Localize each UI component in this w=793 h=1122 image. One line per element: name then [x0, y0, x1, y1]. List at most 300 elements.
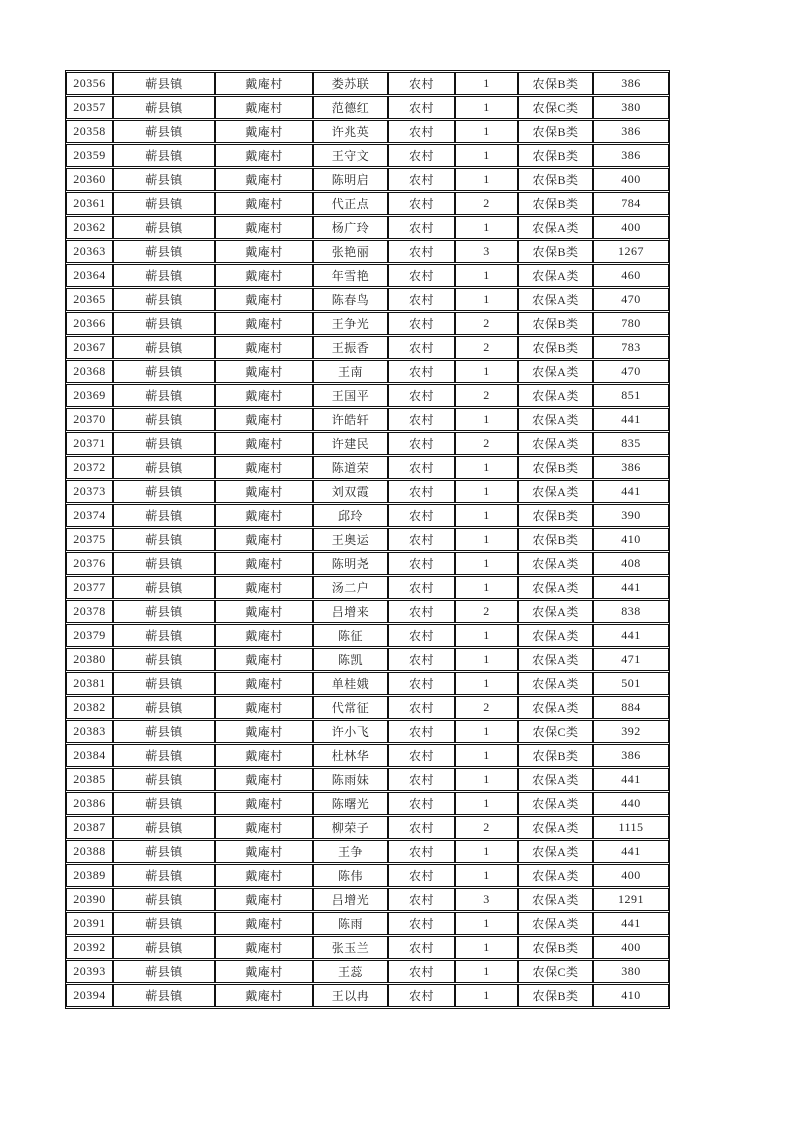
- cell-residence-type: 农村: [388, 960, 455, 983]
- cell-residence-type: 农村: [388, 648, 455, 671]
- cell-town: 蕲县镇: [113, 408, 215, 431]
- cell-name: 王南: [313, 360, 388, 383]
- cell-residence-type: 农村: [388, 216, 455, 239]
- cell-village: 戴庵村: [215, 984, 313, 1007]
- cell-person-count: 1: [455, 984, 518, 1007]
- cell-village: 戴庵村: [215, 288, 313, 311]
- cell-name: 陈凯: [313, 648, 388, 671]
- cell-village: 戴庵村: [215, 336, 313, 359]
- cell-name: 张艳丽: [313, 240, 388, 263]
- cell-residence-type: 农村: [388, 912, 455, 935]
- cell-amount: 386: [593, 456, 669, 479]
- cell-name: 张玉兰: [313, 936, 388, 959]
- cell-person-count: 1: [455, 144, 518, 167]
- table-row: [66, 648, 669, 671]
- cell-residence-type: 农村: [388, 576, 455, 599]
- cell-amount: 784: [593, 192, 669, 215]
- cell-amount: 408: [593, 552, 669, 575]
- cell-village: 戴庵村: [215, 696, 313, 719]
- roster-table: [66, 71, 669, 1008]
- cell-person-count: 1: [455, 768, 518, 791]
- cell-village: 戴庵村: [215, 480, 313, 503]
- cell-person-count: 1: [455, 864, 518, 887]
- cell-name: 单桂娥: [313, 672, 388, 695]
- cell-name: 陈雨妹: [313, 768, 388, 791]
- cell-town: 蕲县镇: [113, 888, 215, 911]
- cell-person-count: 2: [455, 816, 518, 839]
- cell-residence-type: 农村: [388, 72, 455, 95]
- cell-name: 王蕊: [313, 960, 388, 983]
- cell-serial-number: 20381: [66, 672, 113, 695]
- cell-amount: 400: [593, 168, 669, 191]
- cell-village: 戴庵村: [215, 264, 313, 287]
- cell-serial-number: 20380: [66, 648, 113, 671]
- cell-residence-type: 农村: [388, 816, 455, 839]
- cell-person-count: 1: [455, 480, 518, 503]
- table-row: [66, 504, 669, 527]
- table-row: [66, 336, 669, 359]
- cell-town: 蕲县镇: [113, 384, 215, 407]
- cell-insurance-category: 农保A类: [518, 768, 593, 791]
- cell-serial-number: 20385: [66, 768, 113, 791]
- cell-serial-number: 20357: [66, 96, 113, 119]
- cell-town: 蕲县镇: [113, 960, 215, 983]
- cell-insurance-category: 农保B类: [518, 120, 593, 143]
- cell-serial-number: 20370: [66, 408, 113, 431]
- cell-serial-number: 20378: [66, 600, 113, 623]
- cell-person-count: 1: [455, 288, 518, 311]
- cell-serial-number: 20371: [66, 432, 113, 455]
- cell-name: 王以冉: [313, 984, 388, 1007]
- cell-insurance-category: 农保B类: [518, 312, 593, 335]
- cell-town: 蕲县镇: [113, 648, 215, 671]
- cell-amount: 441: [593, 624, 669, 647]
- cell-serial-number: 20359: [66, 144, 113, 167]
- cell-name: 刘双霞: [313, 480, 388, 503]
- cell-person-count: 1: [455, 552, 518, 575]
- table-row: [66, 408, 669, 431]
- cell-insurance-category: 农保B类: [518, 744, 593, 767]
- cell-insurance-category: 农保A类: [518, 552, 593, 575]
- cell-village: 戴庵村: [215, 72, 313, 95]
- cell-person-count: 3: [455, 888, 518, 911]
- cell-name: 许皓轩: [313, 408, 388, 431]
- cell-town: 蕲县镇: [113, 336, 215, 359]
- cell-name: 杨广玲: [313, 216, 388, 239]
- cell-residence-type: 农村: [388, 552, 455, 575]
- cell-name: 杜林华: [313, 744, 388, 767]
- table-row: [66, 936, 669, 959]
- cell-town: 蕲县镇: [113, 432, 215, 455]
- cell-amount: 1115: [593, 816, 669, 839]
- cell-serial-number: 20373: [66, 480, 113, 503]
- cell-person-count: 1: [455, 360, 518, 383]
- cell-name: 许小飞: [313, 720, 388, 743]
- table-row: [66, 432, 669, 455]
- cell-town: 蕲县镇: [113, 744, 215, 767]
- cell-village: 戴庵村: [215, 96, 313, 119]
- cell-amount: 380: [593, 960, 669, 983]
- cell-serial-number: 20383: [66, 720, 113, 743]
- cell-amount: 400: [593, 936, 669, 959]
- cell-amount: 835: [593, 432, 669, 455]
- cell-name: 范德红: [313, 96, 388, 119]
- cell-insurance-category: 农保B类: [518, 504, 593, 527]
- cell-serial-number: 20390: [66, 888, 113, 911]
- cell-insurance-category: 农保B类: [518, 192, 593, 215]
- cell-amount: 470: [593, 288, 669, 311]
- cell-person-count: 2: [455, 192, 518, 215]
- cell-village: 戴庵村: [215, 192, 313, 215]
- cell-town: 蕲县镇: [113, 504, 215, 527]
- cell-insurance-category: 农保A类: [518, 624, 593, 647]
- cell-person-count: 1: [455, 792, 518, 815]
- table-row: [66, 576, 669, 599]
- cell-village: 戴庵村: [215, 144, 313, 167]
- cell-residence-type: 农村: [388, 936, 455, 959]
- cell-name: 柳荣子: [313, 816, 388, 839]
- cell-insurance-category: 农保A类: [518, 888, 593, 911]
- cell-insurance-category: 农保A类: [518, 384, 593, 407]
- cell-insurance-category: 农保A类: [518, 840, 593, 863]
- cell-residence-type: 农村: [388, 672, 455, 695]
- cell-person-count: 2: [455, 600, 518, 623]
- table-row: [66, 384, 669, 407]
- cell-serial-number: 20386: [66, 792, 113, 815]
- cell-serial-number: 20393: [66, 960, 113, 983]
- cell-serial-number: 20372: [66, 456, 113, 479]
- cell-insurance-category: 农保A类: [518, 600, 593, 623]
- cell-insurance-category: 农保A类: [518, 480, 593, 503]
- cell-person-count: 1: [455, 504, 518, 527]
- cell-person-count: 1: [455, 936, 518, 959]
- cell-person-count: 2: [455, 312, 518, 335]
- cell-insurance-category: 农保B类: [518, 984, 593, 1007]
- cell-name: 陈曙光: [313, 792, 388, 815]
- cell-serial-number: 20374: [66, 504, 113, 527]
- cell-town: 蕲县镇: [113, 816, 215, 839]
- cell-insurance-category: 农保C类: [518, 960, 593, 983]
- cell-person-count: 2: [455, 696, 518, 719]
- table-row: [66, 192, 669, 215]
- cell-residence-type: 农村: [388, 984, 455, 1007]
- cell-amount: 1291: [593, 888, 669, 911]
- cell-name: 王奥运: [313, 528, 388, 551]
- cell-insurance-category: 农保A类: [518, 912, 593, 935]
- cell-village: 戴庵村: [215, 816, 313, 839]
- cell-amount: 386: [593, 72, 669, 95]
- cell-village: 戴庵村: [215, 576, 313, 599]
- cell-serial-number: 20384: [66, 744, 113, 767]
- cell-town: 蕲县镇: [113, 672, 215, 695]
- cell-amount: 501: [593, 672, 669, 695]
- cell-town: 蕲县镇: [113, 72, 215, 95]
- cell-serial-number: 20382: [66, 696, 113, 719]
- cell-residence-type: 农村: [388, 408, 455, 431]
- cell-serial-number: 20362: [66, 216, 113, 239]
- cell-residence-type: 农村: [388, 744, 455, 767]
- table-row: [66, 168, 669, 191]
- cell-village: 戴庵村: [215, 888, 313, 911]
- cell-town: 蕲县镇: [113, 984, 215, 1007]
- cell-residence-type: 农村: [388, 288, 455, 311]
- cell-insurance-category: 农保B类: [518, 936, 593, 959]
- cell-village: 戴庵村: [215, 768, 313, 791]
- cell-town: 蕲县镇: [113, 936, 215, 959]
- cell-residence-type: 农村: [388, 600, 455, 623]
- cell-insurance-category: 农保A类: [518, 432, 593, 455]
- table-row: [66, 72, 669, 95]
- cell-residence-type: 农村: [388, 432, 455, 455]
- cell-town: 蕲县镇: [113, 312, 215, 335]
- cell-town: 蕲县镇: [113, 768, 215, 791]
- cell-name: 王振香: [313, 336, 388, 359]
- cell-name: 王争: [313, 840, 388, 863]
- cell-village: 戴庵村: [215, 672, 313, 695]
- table-row: [66, 144, 669, 167]
- cell-town: 蕲县镇: [113, 624, 215, 647]
- cell-person-count: 1: [455, 624, 518, 647]
- cell-insurance-category: 农保A类: [518, 264, 593, 287]
- cell-town: 蕲县镇: [113, 792, 215, 815]
- cell-village: 戴庵村: [215, 840, 313, 863]
- cell-town: 蕲县镇: [113, 696, 215, 719]
- cell-residence-type: 农村: [388, 768, 455, 791]
- cell-insurance-category: 农保B类: [518, 144, 593, 167]
- table-row: [66, 744, 669, 767]
- cell-amount: 460: [593, 264, 669, 287]
- table-row: [66, 960, 669, 983]
- cell-town: 蕲县镇: [113, 912, 215, 935]
- cell-amount: 400: [593, 216, 669, 239]
- cell-village: 戴庵村: [215, 720, 313, 743]
- cell-person-count: 1: [455, 168, 518, 191]
- cell-name: 吕增光: [313, 888, 388, 911]
- cell-town: 蕲县镇: [113, 216, 215, 239]
- cell-insurance-category: 农保A类: [518, 672, 593, 695]
- cell-village: 戴庵村: [215, 312, 313, 335]
- cell-amount: 441: [593, 912, 669, 935]
- cell-village: 戴庵村: [215, 432, 313, 455]
- cell-serial-number: 20394: [66, 984, 113, 1007]
- cell-name: 年雪艳: [313, 264, 388, 287]
- cell-residence-type: 农村: [388, 888, 455, 911]
- cell-village: 戴庵村: [215, 456, 313, 479]
- cell-person-count: 1: [455, 720, 518, 743]
- cell-residence-type: 农村: [388, 312, 455, 335]
- table-row: [66, 672, 669, 695]
- table-row: [66, 240, 669, 263]
- cell-residence-type: 农村: [388, 696, 455, 719]
- cell-name: 汤二户: [313, 576, 388, 599]
- cell-village: 戴庵村: [215, 552, 313, 575]
- cell-amount: 386: [593, 144, 669, 167]
- cell-name: 王争光: [313, 312, 388, 335]
- table-row: [66, 480, 669, 503]
- cell-serial-number: 20367: [66, 336, 113, 359]
- cell-village: 戴庵村: [215, 624, 313, 647]
- cell-person-count: 1: [455, 96, 518, 119]
- cell-person-count: 1: [455, 528, 518, 551]
- cell-name: 王国平: [313, 384, 388, 407]
- table-row: [66, 360, 669, 383]
- cell-village: 戴庵村: [215, 600, 313, 623]
- cell-amount: 390: [593, 504, 669, 527]
- cell-town: 蕲县镇: [113, 120, 215, 143]
- cell-name: 许兆英: [313, 120, 388, 143]
- cell-amount: 780: [593, 312, 669, 335]
- cell-village: 戴庵村: [215, 912, 313, 935]
- cell-serial-number: 20389: [66, 864, 113, 887]
- cell-serial-number: 20369: [66, 384, 113, 407]
- cell-town: 蕲县镇: [113, 840, 215, 863]
- table-body: [66, 72, 669, 1007]
- cell-insurance-category: 农保B类: [518, 72, 593, 95]
- cell-village: 戴庵村: [215, 240, 313, 263]
- cell-residence-type: 农村: [388, 240, 455, 263]
- table-row: [66, 696, 669, 719]
- cell-serial-number: 20392: [66, 936, 113, 959]
- cell-amount: 392: [593, 720, 669, 743]
- cell-name: 陈伟: [313, 864, 388, 887]
- cell-amount: 471: [593, 648, 669, 671]
- cell-residence-type: 农村: [388, 360, 455, 383]
- cell-name: 陈征: [313, 624, 388, 647]
- table-row: [66, 456, 669, 479]
- table-row: [66, 216, 669, 239]
- cell-town: 蕲县镇: [113, 240, 215, 263]
- cell-amount: 386: [593, 744, 669, 767]
- cell-town: 蕲县镇: [113, 96, 215, 119]
- cell-person-count: 2: [455, 384, 518, 407]
- table-row: [66, 888, 669, 911]
- cell-village: 戴庵村: [215, 168, 313, 191]
- cell-amount: 441: [593, 768, 669, 791]
- cell-insurance-category: 农保C类: [518, 96, 593, 119]
- cell-residence-type: 农村: [388, 840, 455, 863]
- cell-residence-type: 农村: [388, 624, 455, 647]
- cell-amount: 400: [593, 864, 669, 887]
- cell-village: 戴庵村: [215, 528, 313, 551]
- cell-name: 吕增来: [313, 600, 388, 623]
- table-row: [66, 768, 669, 791]
- cell-name: 王守文: [313, 144, 388, 167]
- table-row: [66, 624, 669, 647]
- cell-serial-number: 20356: [66, 72, 113, 95]
- cell-town: 蕲县镇: [113, 552, 215, 575]
- cell-insurance-category: 农保B类: [518, 240, 593, 263]
- cell-insurance-category: 农保B类: [518, 456, 593, 479]
- cell-town: 蕲县镇: [113, 144, 215, 167]
- cell-serial-number: 20366: [66, 312, 113, 335]
- cell-village: 戴庵村: [215, 864, 313, 887]
- cell-name: 代常征: [313, 696, 388, 719]
- roster-table-container: [65, 70, 670, 1009]
- cell-amount: 441: [593, 576, 669, 599]
- cell-serial-number: 20375: [66, 528, 113, 551]
- cell-insurance-category: 农保A类: [518, 360, 593, 383]
- cell-residence-type: 农村: [388, 336, 455, 359]
- cell-insurance-category: 农保A类: [518, 216, 593, 239]
- cell-residence-type: 农村: [388, 192, 455, 215]
- cell-insurance-category: 农保A类: [518, 288, 593, 311]
- cell-amount: 441: [593, 480, 669, 503]
- cell-serial-number: 20368: [66, 360, 113, 383]
- cell-residence-type: 农村: [388, 456, 455, 479]
- cell-serial-number: 20358: [66, 120, 113, 143]
- cell-town: 蕲县镇: [113, 576, 215, 599]
- cell-serial-number: 20388: [66, 840, 113, 863]
- cell-serial-number: 20391: [66, 912, 113, 935]
- cell-person-count: 1: [455, 840, 518, 863]
- cell-village: 戴庵村: [215, 648, 313, 671]
- cell-insurance-category: 农保B类: [518, 528, 593, 551]
- cell-insurance-category: 农保A类: [518, 648, 593, 671]
- cell-town: 蕲县镇: [113, 480, 215, 503]
- table-row: [66, 912, 669, 935]
- cell-residence-type: 农村: [388, 264, 455, 287]
- cell-person-count: 2: [455, 336, 518, 359]
- cell-town: 蕲县镇: [113, 864, 215, 887]
- cell-name: 娄苏联: [313, 72, 388, 95]
- cell-residence-type: 农村: [388, 144, 455, 167]
- cell-insurance-category: 农保A类: [518, 864, 593, 887]
- cell-village: 戴庵村: [215, 216, 313, 239]
- cell-person-count: 1: [455, 960, 518, 983]
- table-row: [66, 720, 669, 743]
- cell-village: 戴庵村: [215, 504, 313, 527]
- cell-person-count: 1: [455, 72, 518, 95]
- cell-name: 陈明启: [313, 168, 388, 191]
- cell-amount: 380: [593, 96, 669, 119]
- cell-residence-type: 农村: [388, 168, 455, 191]
- cell-town: 蕲县镇: [113, 264, 215, 287]
- cell-amount: 410: [593, 528, 669, 551]
- cell-amount: 838: [593, 600, 669, 623]
- cell-residence-type: 农村: [388, 504, 455, 527]
- cell-town: 蕲县镇: [113, 360, 215, 383]
- table-row: [66, 552, 669, 575]
- cell-village: 戴庵村: [215, 360, 313, 383]
- cell-village: 戴庵村: [215, 384, 313, 407]
- cell-serial-number: 20376: [66, 552, 113, 575]
- cell-village: 戴庵村: [215, 120, 313, 143]
- table-row: [66, 528, 669, 551]
- cell-amount: 440: [593, 792, 669, 815]
- cell-name: 陈明尧: [313, 552, 388, 575]
- cell-town: 蕲县镇: [113, 192, 215, 215]
- cell-person-count: 1: [455, 408, 518, 431]
- cell-person-count: 1: [455, 216, 518, 239]
- cell-insurance-category: 农保C类: [518, 720, 593, 743]
- table-row: [66, 120, 669, 143]
- cell-insurance-category: 农保A类: [518, 576, 593, 599]
- cell-person-count: 1: [455, 576, 518, 599]
- cell-town: 蕲县镇: [113, 720, 215, 743]
- cell-residence-type: 农村: [388, 720, 455, 743]
- table-row: [66, 264, 669, 287]
- table-row: [66, 984, 669, 1007]
- cell-amount: 1267: [593, 240, 669, 263]
- cell-amount: 851: [593, 384, 669, 407]
- cell-insurance-category: 农保B类: [518, 168, 593, 191]
- table-row: [66, 288, 669, 311]
- cell-name: 陈春鸟: [313, 288, 388, 311]
- cell-town: 蕲县镇: [113, 288, 215, 311]
- table-row: [66, 864, 669, 887]
- cell-person-count: 1: [455, 648, 518, 671]
- cell-amount: 884: [593, 696, 669, 719]
